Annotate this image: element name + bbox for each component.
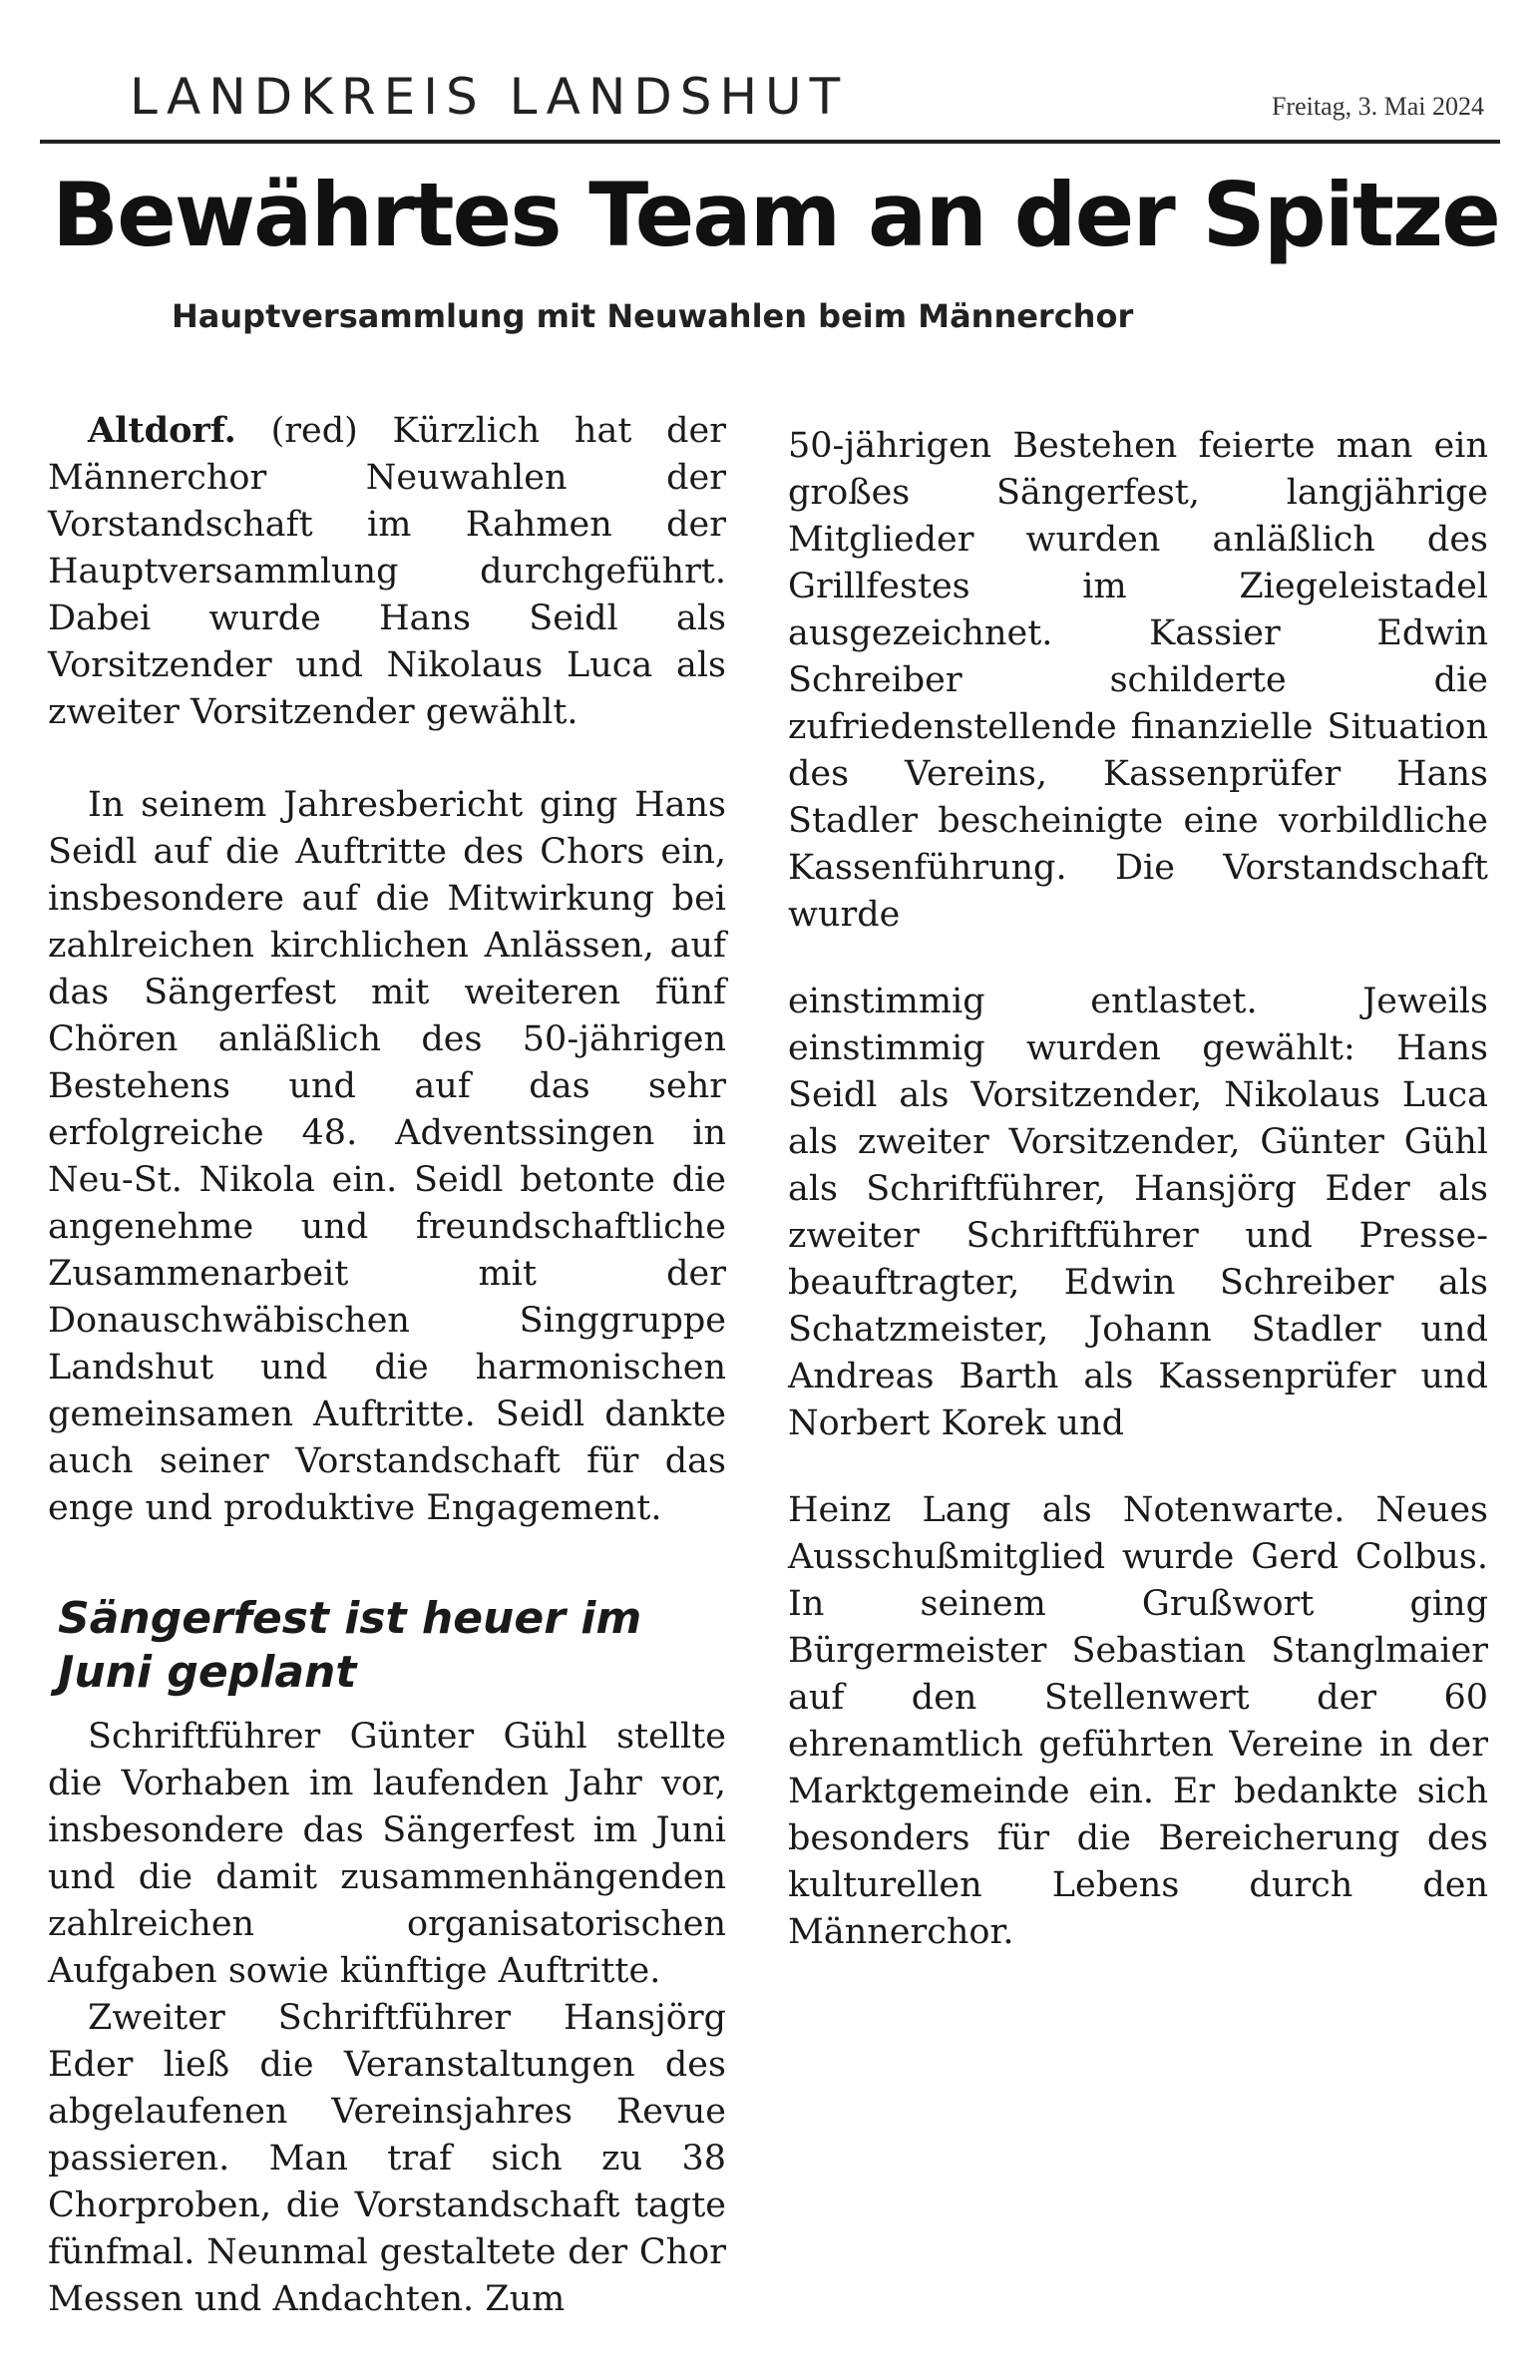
article-paragraph-continued: 50-jährigen Bestehen feierte man ein großes Sängerfest, langjährige Mitglieder wurden anläßlich des Grillfestes im Ziegeleistadel ausgezeichnet. Kassier Edwin Schreiber schilderte die zufriedenstellende finanzielle Situation des Vereins, Kassenprüfer Hans Stadler bescheinigte eine vorbildliche Kassenführung. Die Vorstandschaft wurde [788,426,1488,935]
article-paragraph: In seinem Jahresbericht ging Hans Seidl auf die Auftritte des Chors ein, insbesondere auf die Mitwirkung bei zahlreichen kirchlichen Anlässen, auf das Sängerfest mit weiteren fünf Chören anläßlich des 50-jährigen Bestehens und auf das sehr erfolgreiche 48. Adventssingen in Neu-St. Nikola ein. Seidl betonte die angenehme und freundschaftliche Zusammenarbeit mit der Donauschwäbischen Singgruppe Landshut und die harmonischen gemeinsamen Auftritte. Seidl dankte auch seiner Vorstandschaft für das enge und produktive Engagement. [48,785,726,1528]
publication-date: Freitag, 3. Mai 2024 [1271,92,1484,121]
article-column-left [48,407,726,2323]
article-subheading: Sängerfest ist heuer im Juni geplant [58,1593,642,1698]
article-subheadline: Hauptversammlung mit Neuwahlen beim Männerchor [172,297,1134,335]
article-paragraph: Schriftführer Günter Gühl stellte die Vorhaben im laufenden Jahr vor, insbesondere das Sängerfest im Juni und die damit zusammenhängenden zahlreichen organisatorischen Aufgaben sowie künftige Auftritte. [48,1717,726,1991]
article-paragraph-continued: Heinz Lang als Notenwarte. Neues Ausschußmitglied wurde Gerd Colbus. In seinem Grußwort ging Bürgermeister Sebastian Stanglmaier auf den Stellenwert der 60 ehrenamtlich geführten Vereine in der Marktgemeinde ein. Er bedankte sich besonders für die Bereicherung des kulturellen Lebens durch den Männerchor. [788,1490,1488,1952]
section-rubric: LANDKREIS LANDSHUT [130,68,849,126]
article-column-right [788,423,1488,1956]
article-headline: Bewährtes Team an der Spitze [52,164,1499,266]
dateline: Altdorf. [88,410,236,451]
article-paragraph [48,407,726,736]
article-paragraph: Zweiter Schriftführer Hansjörg Eder ließ die Veranstaltungen des abgelaufenen Vereinsjahres Revue passieren. Man traf sich zu 38 Chorproben, die Vorstandschaft tagte fünfmal. Neunmal gestaltete der Chor Messen und Andachten. Zum [48,1998,726,2319]
header-divider [40,140,1500,144]
paragraph-text: (red) Kürzlich hat der Männerchor Neuwahlen der Vorstandschaft im Rahmen der Hauptversammlung durchgeführt. Dabei wurde Hans Seidl als Vorsitzender und Nikolaus Luca als zweiter Vorsitzender gewählt. [48,411,726,732]
article-paragraph-continued: einstimmig entlastet. Jeweils einstimmig wurden gewählt: Hans Seidl als Vorsitzender, Nikolaus Luca als zweiter Vorsitzender, Günter Gühl als Schriftführer, Hansjörg Eder als zweiter Schriftführer und Presse-beauftragter, Edwin Schreiber als Schatzmeister, Johann Stadler und Andreas Barth als Kassenprüfer und Norbert Korek und [788,982,1488,1443]
